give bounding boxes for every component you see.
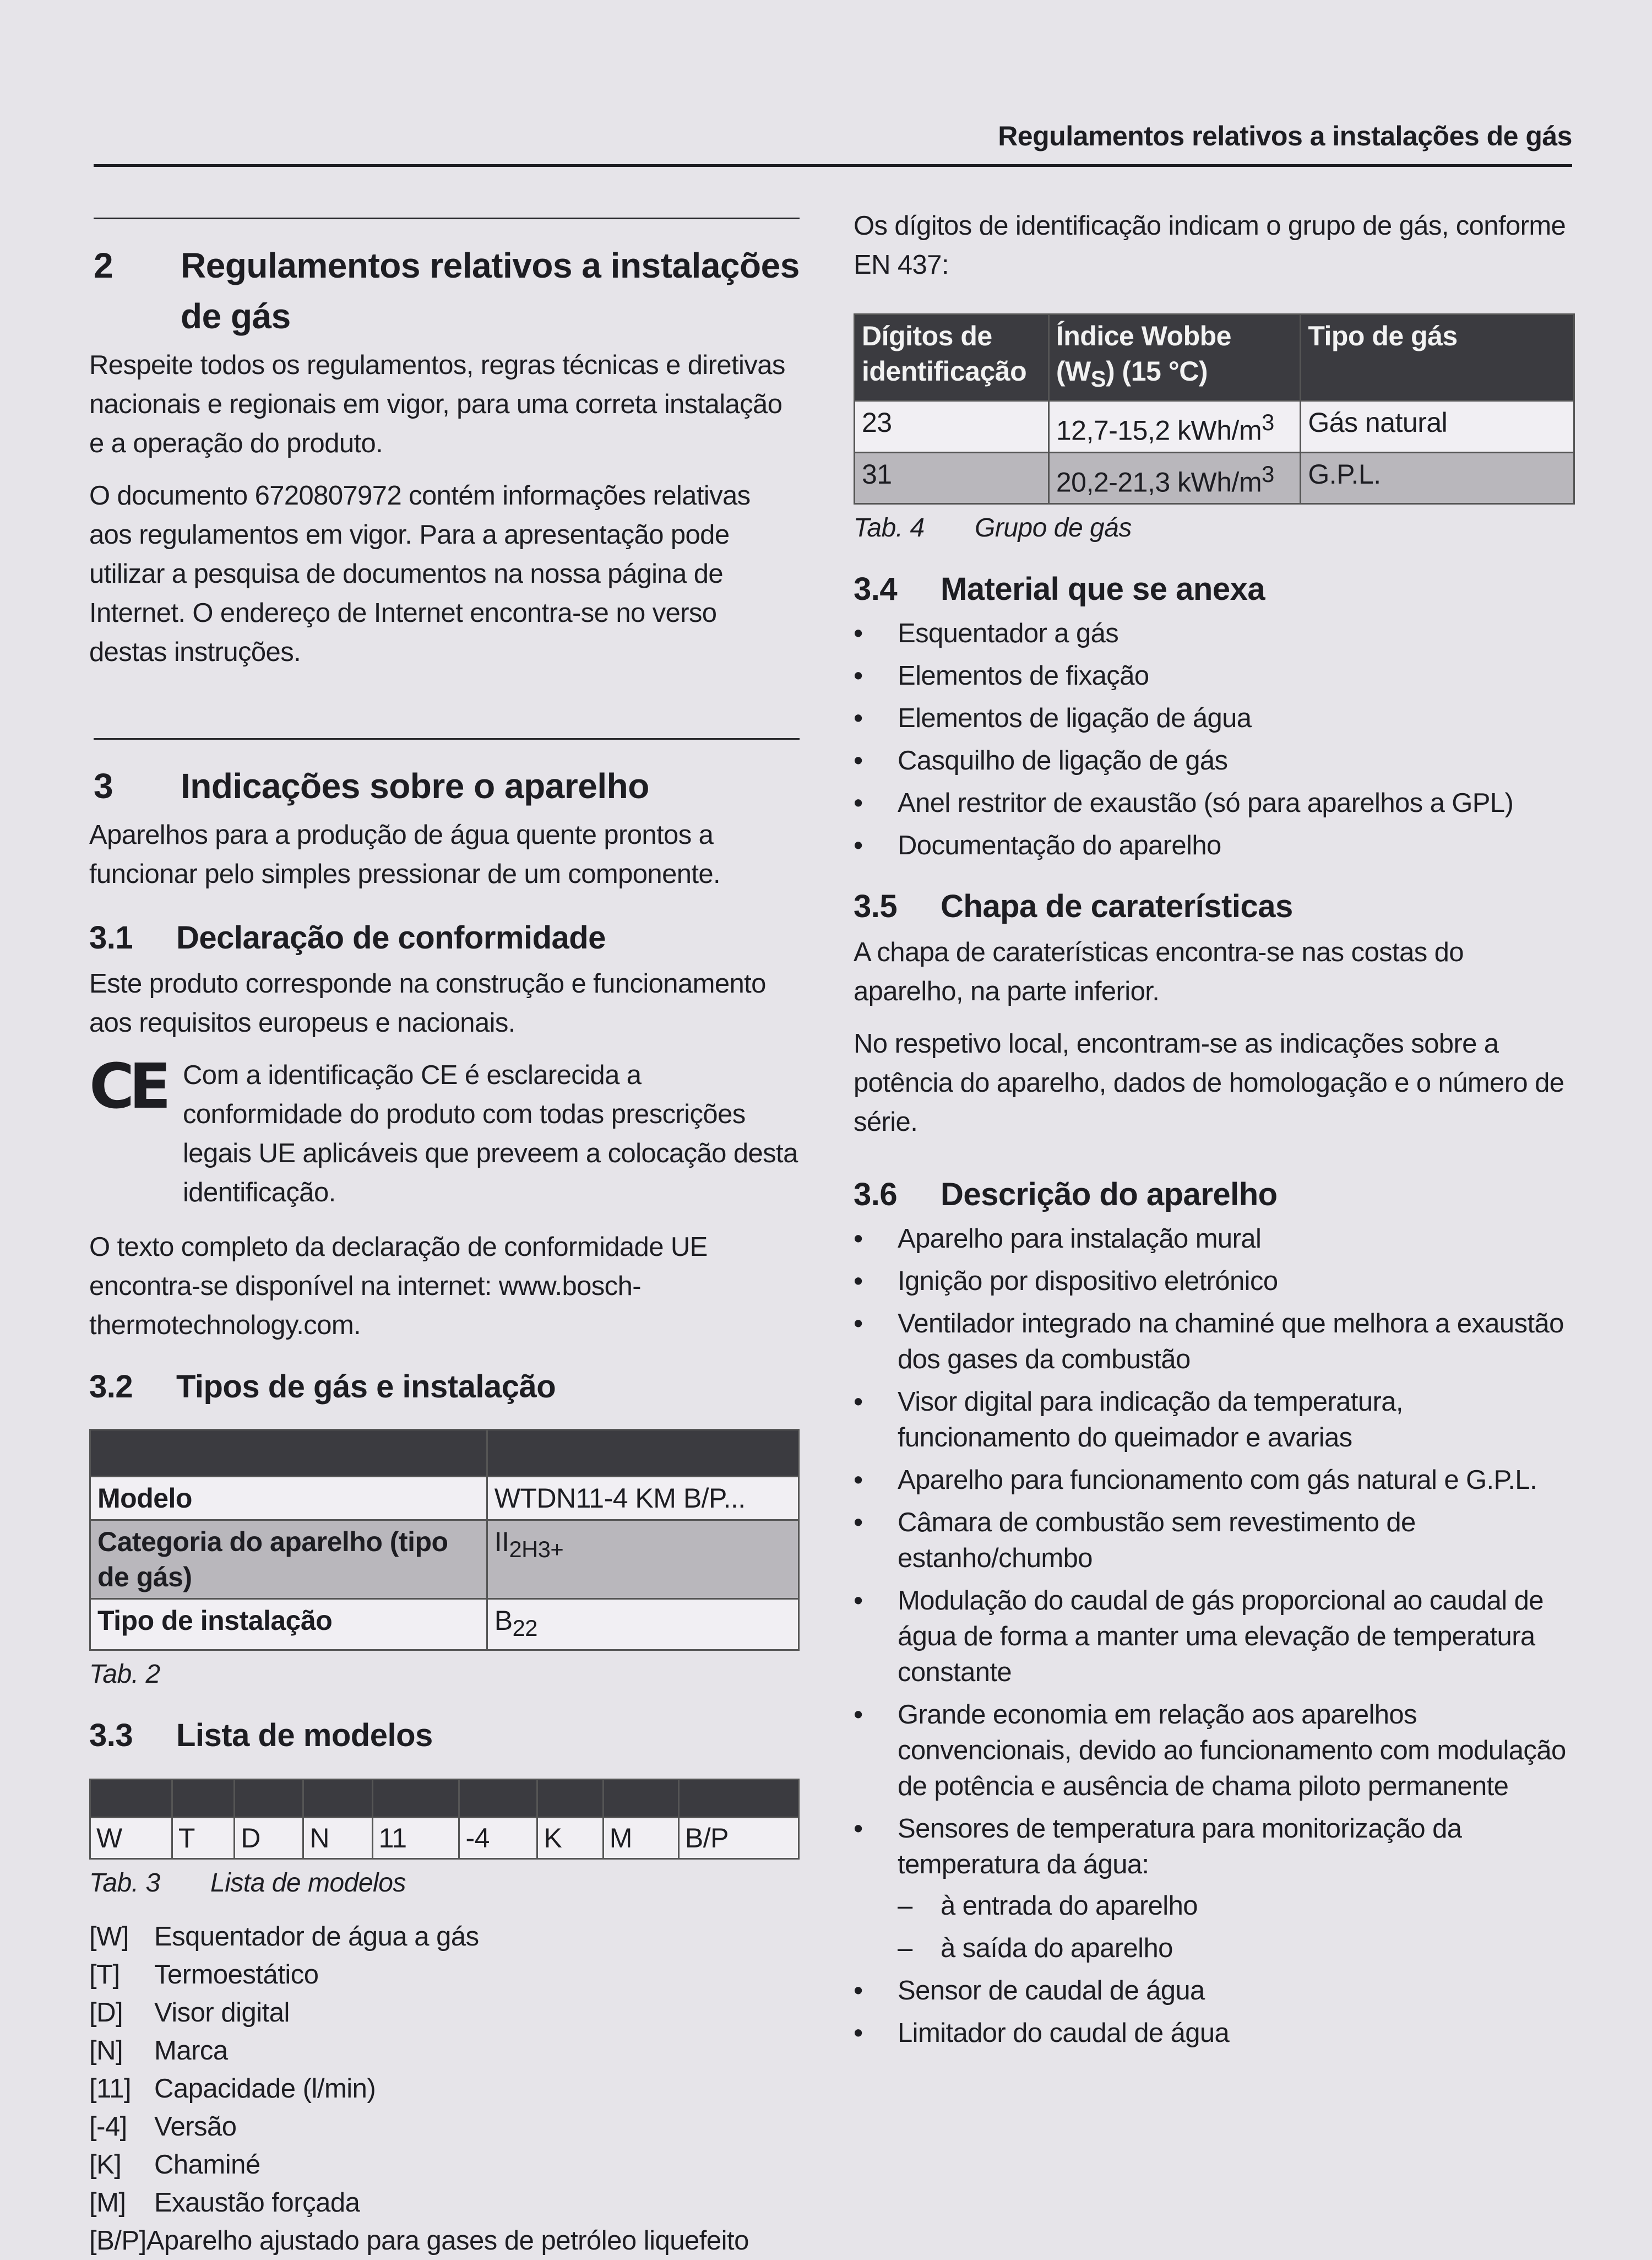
gas-group-table [854, 313, 1575, 505]
model-code-cell: K [537, 1818, 603, 1859]
paragraph: O texto completo da declaração de conformidade UE encontra-se disponível na internet: www.bosch-thermotechnology.com. [89, 1232, 708, 1340]
legend-item [89, 2146, 800, 2184]
superscript: 3 [1262, 460, 1274, 487]
table-header-cell [487, 1430, 798, 1477]
section-3-5-heading [854, 886, 1575, 928]
table-row [90, 1520, 799, 1599]
list-item: • Câmara de combustão sem revestimento de estanho/chumbo [854, 1505, 1575, 1576]
model-code-cell: -4 [459, 1818, 537, 1859]
ce-mark-icon: CE [89, 1051, 166, 1123]
table-cell: G.P.L. [1301, 452, 1574, 504]
legend-code: [B/P] [89, 2226, 146, 2256]
model-code-cell: T [172, 1818, 234, 1859]
table-cell: Gás natural [1301, 401, 1574, 453]
list-item: • Aparelho para funcionamento com gás natural e G.P.L. [854, 1462, 1575, 1498]
table-cell: Tipo de instalação [90, 1599, 487, 1650]
wobbe-value: 12,7-15,2 kWh/m [1056, 415, 1262, 446]
legend-text: Capacidade (l/min) [154, 2074, 376, 2104]
paragraph: Os dígitos de identificação indicam o grupo de gás, conforme EN 437: [854, 211, 1566, 280]
section-title: Lista de modelos [176, 1717, 433, 1753]
value-subscript: 2H3+ [509, 1536, 564, 1562]
model-code-cell: B/P [678, 1818, 798, 1859]
legend-text: Exaustão forçada [154, 2188, 360, 2218]
section-rule [94, 738, 800, 740]
caption-label: Tab. 2 [89, 1660, 160, 1689]
list-item: • Aparelho para instalação mural [854, 1221, 1575, 1257]
list-item: • Anel restritor de exaustão (só para aparelhos a GPL) [854, 785, 1575, 821]
model-code-cell: M [603, 1818, 678, 1859]
section-3-2-heading [89, 1366, 800, 1408]
section-3-1-heading [89, 917, 800, 959]
model-code-cell: 11 [372, 1818, 459, 1859]
section-number: 3.5 [854, 888, 898, 925]
table-row [90, 1818, 799, 1859]
legend-text: Esquentador de água a gás [154, 1922, 479, 1952]
table-cell [1048, 452, 1300, 504]
table-cell: WTDN11-4 KM B/P... [487, 1477, 798, 1520]
ce-declaration [89, 1051, 800, 1212]
model-code-cell: W [90, 1818, 172, 1859]
legend-item [89, 2070, 800, 2108]
header-text: (W [1056, 356, 1091, 387]
list-item: • Ignição por dispositivo eletrónico [854, 1264, 1575, 1299]
paragraph: A chapa de caraterísticas encontra-se nas costas do aparelho, na parte inferior. [854, 937, 1464, 1007]
table-cell: Categoria do aparelho (tipo de gás) [90, 1520, 487, 1599]
section-title: Chapa de caraterísticas [941, 888, 1293, 925]
section-3-3-heading [89, 1715, 800, 1757]
legend-code: [W] [89, 1922, 129, 1952]
table-cell [487, 1520, 798, 1599]
table-cell: Modelo [90, 1477, 487, 1520]
chapter-title: Regulamentos relativos a instalações de gás [181, 246, 800, 336]
legend-item [89, 2222, 800, 2260]
sub-list [898, 1888, 1575, 1966]
chapter-3-heading [89, 761, 800, 811]
list-item: • Casquilho de ligação de gás [854, 743, 1575, 779]
table-header-cell: Tipo de gás [1301, 315, 1574, 401]
table-header-cell [678, 1780, 798, 1818]
legend-text: Aparelho ajustado para gases de petróleo liquefeito [146, 2226, 749, 2256]
section-3-6-heading [854, 1174, 1575, 1216]
section-number: 3.2 [89, 1369, 133, 1405]
list-item: • Elementos de fixação [854, 658, 1575, 694]
table-header-cell [372, 1780, 459, 1818]
list-item: • Sensor de caudal de água [854, 1973, 1575, 2009]
legend-code: [11] [89, 2074, 132, 2104]
legend-item [89, 1956, 800, 1994]
legend-code: [D] [89, 1998, 123, 2028]
section-number: 3.3 [89, 1717, 133, 1753]
table-header-cell [459, 1780, 537, 1818]
list-item-text: Sensores de temperatura para monitorização da temperatura da água: [898, 1814, 1462, 1880]
legend-code: [T] [89, 1960, 120, 1990]
table-header-cell [1048, 315, 1300, 401]
header-subscript: S [1090, 366, 1106, 392]
list-item: • Modulação do caudal de gás proporcional ao caudal de água de forma a manter uma elevação de temperatura constante [854, 1583, 1575, 1690]
header-text: ) (15 °C) [1106, 356, 1208, 387]
table-header-row [855, 315, 1574, 401]
legend-code: [K] [89, 2150, 122, 2180]
table-header-cell: Dígitos de identificação [855, 315, 1049, 401]
list-item: • Limitador do caudal de água [854, 2015, 1575, 2051]
gas-types-table [89, 1429, 800, 1651]
section-3-4-heading [854, 568, 1575, 610]
model-legend [89, 1918, 800, 2260]
section-number: 3.1 [89, 920, 133, 956]
list-item: • Elementos de ligação de água [854, 701, 1575, 736]
table-header-cell [603, 1780, 678, 1818]
paragraph: Respeite todos os regulamentos, regras técnicas e diretivas nacionais e regionais em vigor, para uma correta instalação e a operação do produto. [89, 350, 785, 458]
chapter-title: Indicações sobre o aparelho [181, 766, 649, 806]
section-number: 3.4 [854, 571, 898, 608]
table-header-row [90, 1780, 799, 1818]
superscript: 3 [1262, 409, 1274, 435]
running-head: Regulamentos relativos a instalações de gás [998, 121, 1572, 151]
value-subscript: 22 [512, 1615, 537, 1641]
list-item: • Ventilador integrado na chaminé que melhora a exaustão dos gases da combustão [854, 1306, 1575, 1378]
header-rule [94, 164, 1572, 167]
table-row [855, 401, 1574, 453]
list-item: • Documentação do aparelho [854, 828, 1575, 864]
legend-code: [M] [89, 2188, 126, 2218]
table-header-cell [90, 1780, 172, 1818]
list-item: • Visor digital para indicação da temperatura, funcionamento do queimador e avarias [854, 1384, 1575, 1456]
table-header-cell [303, 1780, 372, 1818]
legend-text: Chaminé [154, 2150, 260, 2180]
list-item [854, 1811, 1575, 1966]
table-row [90, 1599, 799, 1650]
caption-text: Grupo de gás [975, 513, 1132, 543]
left-column [89, 218, 800, 2260]
table-row [90, 1477, 799, 1520]
table-header-cell [235, 1780, 303, 1818]
sub-list-item: – à entrada do aparelho [898, 1888, 1575, 1924]
header-text: Índice Wobbe [1056, 321, 1231, 351]
section-title: Descrição do aparelho [941, 1177, 1278, 1213]
table-header-row [90, 1430, 799, 1477]
legend-text: Marca [154, 2036, 228, 2066]
ce-text: Com a identificação CE é esclarecida a conformidade do produto com todas prescrições legais UE aplicáveis que preveem a colocação desta identificação. [183, 1060, 798, 1207]
chapter-number: 3 [94, 766, 113, 806]
section-title: Tipos de gás e instalação [176, 1369, 556, 1405]
list-item: • Grande economia em relação aos aparelhos convencionais, devido ao funcionamento com modulação de potência e ausência de chama piloto permanente [854, 1697, 1575, 1804]
table-cell: 31 [855, 452, 1049, 504]
legend-code: [N] [89, 2036, 123, 2066]
device-description-list [854, 1221, 1575, 2051]
legend-item [89, 1994, 800, 2032]
table-header-cell [90, 1430, 487, 1477]
table-cell [1048, 401, 1300, 453]
caption-text: Lista de modelos [210, 1868, 406, 1898]
table-cell: 23 [855, 401, 1049, 453]
section-rule [94, 218, 800, 219]
table-header-cell [172, 1780, 234, 1818]
legend-text: Visor digital [154, 1998, 290, 2028]
paragraph: No respetivo local, encontram-se as indicações sobre a potência do aparelho, dados de homologação e o número de série. [854, 1029, 1564, 1137]
value-main: II [494, 1526, 509, 1557]
table-caption [89, 1865, 800, 1901]
table-row [855, 452, 1574, 504]
caption-label: Tab. 3 [89, 1868, 160, 1898]
chapter-number: 2 [94, 246, 113, 285]
legend-code: [-4] [89, 2112, 127, 2142]
paragraph: Aparelhos para a produção de água quente prontos a funcionar pelo simples pressionar de um componente. [89, 820, 721, 889]
chapter-2-heading [89, 240, 800, 342]
paragraph: Este produto corresponde na construção e funcionamento aos requisitos europeus e nacionais. [89, 969, 766, 1038]
legend-text: Versão [154, 2112, 237, 2142]
list-item: • Esquentador a gás [854, 616, 1575, 652]
sub-list-item: – à saída do aparelho [898, 1931, 1575, 1966]
caption-label: Tab. 4 [854, 513, 925, 543]
section-title: Material que se anexa [941, 571, 1265, 608]
table-caption [854, 510, 1575, 546]
paragraph: O documento 6720807972 contém informações relativas aos regulamentos em vigor. Para a apresentação pode utilizar a pesquisa de documentos na nossa página de Internet. O endereço de Internet encontra-se no verso destas instruções. [89, 481, 751, 667]
table-caption [89, 1656, 800, 1693]
model-list-table [89, 1779, 800, 1860]
legend-text: Termoestático [154, 1960, 319, 1990]
legend-item [89, 2032, 800, 2070]
table-header-cell [537, 1780, 603, 1818]
model-code-cell: D [235, 1818, 303, 1859]
table-cell [487, 1599, 798, 1650]
right-column [854, 207, 1575, 2073]
model-code-cell: N [303, 1818, 372, 1859]
value-main: B [494, 1605, 513, 1636]
included-material-list [854, 616, 1575, 864]
legend-item [89, 1918, 800, 1956]
section-title: Declaração de conformidade [176, 920, 606, 956]
wobbe-value: 20,2-21,3 kWh/m [1056, 467, 1262, 498]
legend-item [89, 2108, 800, 2146]
section-number: 3.6 [854, 1177, 898, 1213]
